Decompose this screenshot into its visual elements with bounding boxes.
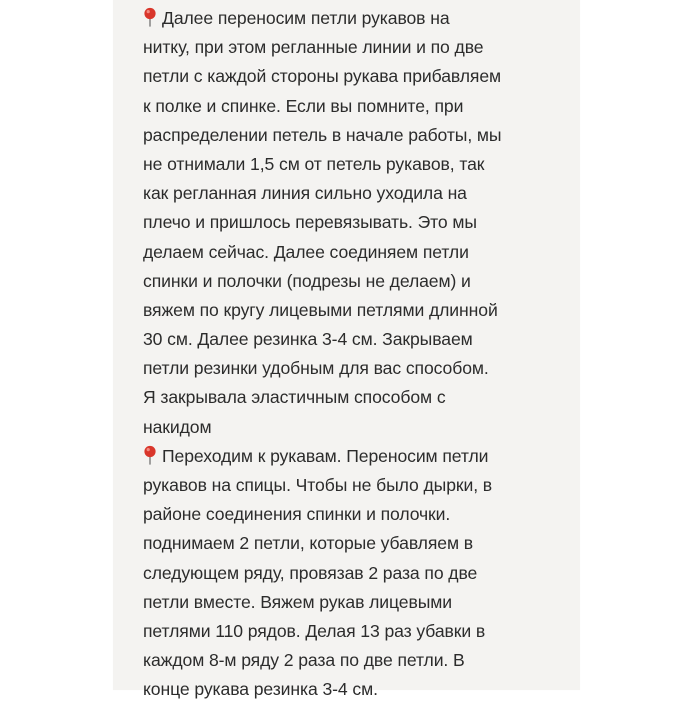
paragraph-2-line: поднимаем 2 петли, которые убавляем в: [143, 533, 473, 554]
paragraph-1-line: [143, 4, 573, 33]
paragraph-2-line: районе соединения спинки и полочки.: [143, 504, 451, 525]
paragraph-2-line-text: Переходим к рукавам. Переносим петли: [162, 445, 489, 466]
paragraph-2-line: [143, 442, 573, 471]
paragraph-2-line: петли вместе. Вяжем рукав лицевыми: [143, 591, 452, 612]
paragraph-2-line: следующем ряду, провязав 2 раза по две: [143, 562, 478, 583]
paragraph-2-line: каждом 8-м ряду 2 раза по две петли. В: [143, 650, 465, 671]
paragraph-1-line: делаем сейчас. Далее соединяем петли: [143, 241, 469, 262]
paragraph-1-line: спинки и полочки (подрезы не делаем) и: [143, 270, 471, 291]
paragraph-1-line: 30 см. Далее резинка 3-4 см. Закрываем: [143, 329, 473, 350]
pushpin-icon: [143, 445, 157, 465]
paragraph-1-line: распределении петель в начале работы, мы: [143, 124, 502, 145]
paragraph-1-line: вяжем по кругу лицевыми петлями длинной: [143, 299, 498, 320]
paragraph-1-line: петли резинки удобным для вас способом.: [143, 358, 489, 379]
paragraph-1-line-text: Далее переносим петли рукавов на: [162, 8, 450, 28]
paragraph-2-line: рукавов на спицы. Чтобы не было дырки, в: [143, 475, 493, 495]
paragraph-1-line: плечо и пришлось перевязывать. Это мы: [143, 212, 477, 233]
paragraph-1-line: как регланная линия сильно уходила на: [143, 183, 467, 204]
paragraph-1-line: петли с каждой стороны рукава прибавляем: [143, 66, 502, 87]
paragraph-1-line: к полке и спинке. Если вы помните, при: [143, 95, 464, 116]
paragraph-1-line: накидом: [143, 416, 212, 437]
paragraph-1-line: нитку, при этом регланные линии и по две: [143, 37, 484, 58]
paragraph-1-line: не отнимали 1,5 см от петель рукавов, так: [143, 153, 485, 174]
instruction-text: [143, 4, 573, 705]
paragraph-2-line: петлями 110 рядов. Делая 13 раз убавки в: [143, 620, 486, 641]
pushpin-icon: [143, 7, 157, 27]
paragraph-2-line: конце рукава резинка 3-4 см.: [143, 679, 378, 700]
paragraph-1-line: Я закрывала эластичным способом с: [143, 387, 446, 408]
